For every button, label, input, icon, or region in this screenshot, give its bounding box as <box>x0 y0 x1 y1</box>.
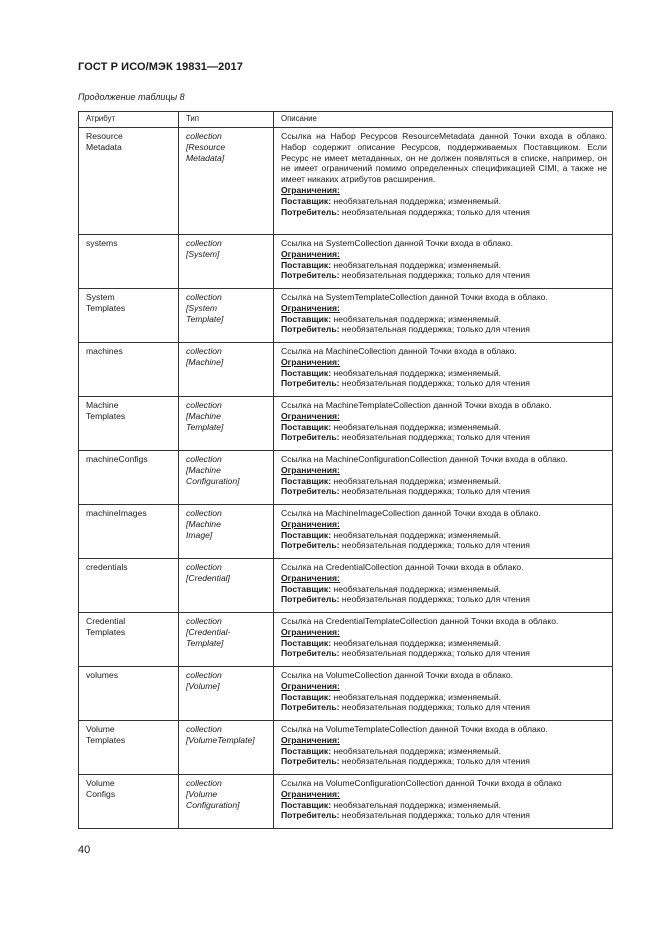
consumer-value: необязательная поддержка; только для чтения <box>339 324 530 335</box>
constraints-label: Ограничения: <box>281 626 340 637</box>
provider-label: Поставщик: <box>281 313 332 324</box>
attribute-description <box>274 505 613 559</box>
table-row <box>79 289 613 343</box>
consumer-constraint <box>281 324 607 335</box>
consumer-constraint <box>281 648 607 659</box>
consumer-label: Потребитель: <box>281 486 340 497</box>
consumer-label: Потребитель: <box>281 206 340 217</box>
consumer-label: Потребитель: <box>281 648 340 659</box>
attribute-description <box>274 775 613 829</box>
provider-value: необязательная поддержка; изменяемый. <box>331 745 502 756</box>
provider-constraint <box>281 196 607 207</box>
consumer-constraint <box>281 702 607 713</box>
consumer-constraint <box>281 756 607 767</box>
provider-value: необязательная поддержка; изменяемый. <box>331 259 502 270</box>
attribute-description <box>274 613 613 667</box>
constraints-label: Ограничения: <box>281 356 340 367</box>
attribute-type: collection [Machine Image] <box>179 505 274 559</box>
attribute-name: Resource Metadata <box>79 128 179 235</box>
provider-label: Поставщик: <box>281 529 332 540</box>
constraints-label: Ограничения: <box>281 680 340 691</box>
consumer-label: Потребитель: <box>281 594 340 605</box>
description-text: Ссылка на MachineCollection данной Точки входа в облако. <box>281 346 517 356</box>
table-row <box>79 343 613 397</box>
constraints-label: Ограничения: <box>281 302 340 313</box>
consumer-value: необязательная поддержка; только для чтения <box>339 270 530 281</box>
attribute-name: Machine Templates <box>79 397 179 451</box>
attribute-name: System Templates <box>79 289 179 343</box>
consumer-constraint <box>281 594 607 605</box>
consumer-constraint <box>281 432 607 443</box>
provider-label: Поставщик: <box>281 367 332 378</box>
column-header-type: Тип <box>179 112 274 128</box>
attribute-name: systems <box>79 235 179 289</box>
provider-value: необязательная поддержка; изменяемый. <box>331 475 502 486</box>
provider-label: Поставщик: <box>281 583 332 594</box>
attribute-type: collection [Credential] <box>179 559 274 613</box>
attribute-type: collection [Volume] <box>179 667 274 721</box>
column-header-attribute: Атрибут <box>79 112 179 128</box>
provider-constraint <box>281 260 607 271</box>
constraints-label: Ограничения: <box>281 788 340 799</box>
consumer-label: Потребитель: <box>281 810 340 821</box>
provider-constraint <box>281 476 607 487</box>
table-row <box>79 397 613 451</box>
provider-constraint <box>281 422 607 433</box>
provider-constraint <box>281 746 607 757</box>
provider-constraint <box>281 314 607 325</box>
attribute-type: collection [System Template] <box>179 289 274 343</box>
description-text: Ссылка на MachineConfigurationCollection данной Точки входа в облако. <box>281 454 568 464</box>
table-row <box>79 235 613 289</box>
consumer-constraint <box>281 486 607 497</box>
attribute-name: volumes <box>79 667 179 721</box>
attribute-description <box>274 667 613 721</box>
provider-constraint <box>281 584 607 595</box>
constraints-label: Ограничения: <box>281 248 340 259</box>
attribute-name: machineConfigs <box>79 451 179 505</box>
provider-value: необязательная поддержка; изменяемый. <box>331 195 502 206</box>
attribute-description <box>274 451 613 505</box>
consumer-value: необязательная поддержка; только для чтения <box>339 594 530 605</box>
attributes-table <box>78 111 613 829</box>
description-text: Ссылка на CredentialCollection данной Точки входа в облако. <box>281 562 524 572</box>
consumer-label: Потребитель: <box>281 378 340 389</box>
constraints-label: Ограничения: <box>281 464 340 475</box>
attribute-type: collection [VolumeTemplate] <box>179 721 274 775</box>
provider-value: необязательная поддержка; изменяемый. <box>331 529 502 540</box>
consumer-value: необязательная поддержка; только для чтения <box>339 486 530 497</box>
provider-label: Поставщик: <box>281 745 332 756</box>
table-row <box>79 667 613 721</box>
consumer-value: необязательная поддержка; только для чтения <box>339 206 530 217</box>
consumer-label: Потребитель: <box>281 702 340 713</box>
column-header-description: Описание <box>274 112 613 128</box>
provider-label: Поставщик: <box>281 421 332 432</box>
provider-value: необязательная поддержка; изменяемый. <box>331 313 502 324</box>
constraints-label: Ограничения: <box>281 518 340 529</box>
provider-value: необязательная поддержка; изменяемый. <box>331 637 502 648</box>
provider-value: необязательная поддержка; изменяемый. <box>331 691 502 702</box>
provider-label: Поставщик: <box>281 475 332 486</box>
attribute-type: collection [System] <box>179 235 274 289</box>
description-text: Ссылка на VolumeCollection данной Точки входа в облако. <box>281 670 513 680</box>
attribute-type: collection [Machine Template] <box>179 397 274 451</box>
consumer-value: необязательная поддержка; только для чтения <box>339 756 530 767</box>
attribute-type: collection [Resource Metadata] <box>179 128 274 235</box>
consumer-value: необязательная поддержка; только для чтения <box>339 810 530 821</box>
constraints-label: Ограничения: <box>281 184 340 195</box>
attribute-name: credentials <box>79 559 179 613</box>
table-row <box>79 451 613 505</box>
table-row <box>79 721 613 775</box>
constraints-label: Ограничения: <box>281 410 340 421</box>
consumer-label: Потребитель: <box>281 540 340 551</box>
provider-label: Поставщик: <box>281 799 332 810</box>
consumer-label: Потребитель: <box>281 324 340 335</box>
provider-constraint <box>281 368 607 379</box>
attribute-description <box>274 289 613 343</box>
table-row <box>79 505 613 559</box>
attribute-name: Volume Templates <box>79 721 179 775</box>
consumer-value: необязательная поддержка; только для чтения <box>339 378 530 389</box>
description-text: Ссылка на MachineImageCollection данной Точки входа в облако. <box>281 508 541 518</box>
consumer-constraint <box>281 270 607 281</box>
table-row <box>79 559 613 613</box>
provider-constraint <box>281 530 607 541</box>
consumer-constraint <box>281 378 607 389</box>
attribute-name: machineImages <box>79 505 179 559</box>
consumer-label: Потребитель: <box>281 270 340 281</box>
attribute-description <box>274 397 613 451</box>
attribute-description <box>274 343 613 397</box>
provider-label: Поставщик: <box>281 259 332 270</box>
page-number: 40 <box>78 844 91 856</box>
table-row <box>79 775 613 829</box>
consumer-label: Потребитель: <box>281 756 340 767</box>
description-text: Ссылка на Набор Ресурсов ResourceMetadata данной Точки входа в облако. Набор содержит описание Ресурсов, поддерживаемых Поставщиком. Если Ресурс не имеет метаданных, он не должен появляться в списке, например, он не имеет ограничений помимо определенных спецификацией CIMI, а также не имеет никаких атрибутов расширения. <box>281 131 607 185</box>
table-header-row <box>79 112 613 128</box>
attribute-type: collection [Machine Configuration] <box>179 451 274 505</box>
provider-value: необязательная поддержка; изменяемый. <box>331 367 502 378</box>
attribute-type: collection [Credential- Template] <box>179 613 274 667</box>
table-continuation-caption: Продолжение таблицы 8 <box>78 92 185 102</box>
provider-label: Поставщик: <box>281 195 332 206</box>
attribute-type: collection [Machine] <box>179 343 274 397</box>
attribute-description <box>274 235 613 289</box>
document-title: ГОСТ Р ИСО/МЭК 19831—2017 <box>78 61 243 73</box>
consumer-value: необязательная поддержка; только для чтения <box>339 648 530 659</box>
attribute-description <box>274 559 613 613</box>
description-text: Ссылка на VolumeConfigurationCollection данной Точки входа в облако <box>281 778 562 788</box>
attribute-description <box>274 128 613 235</box>
consumer-constraint <box>281 207 607 218</box>
consumer-value: необязательная поддержка; только для чтения <box>339 702 530 713</box>
consumer-value: необязательная поддержка; только для чтения <box>339 432 530 443</box>
consumer-constraint <box>281 540 607 551</box>
description-text: Ссылка на MachineTemplateCollection данной Точки входа в облако. <box>281 400 552 410</box>
description-text: Ссылка на SystemTemplateCollection данной Точки входа в облако. <box>281 292 548 302</box>
provider-label: Поставщик: <box>281 691 332 702</box>
consumer-constraint <box>281 810 607 821</box>
constraints-label: Ограничения: <box>281 734 340 745</box>
provider-constraint <box>281 692 607 703</box>
table-row <box>79 128 613 235</box>
provider-label: Поставщик: <box>281 637 332 648</box>
attribute-name: Volume Configs <box>79 775 179 829</box>
provider-constraint <box>281 638 607 649</box>
attribute-type: collection [Volume Configuration] <box>179 775 274 829</box>
provider-value: необязательная поддержка; изменяемый. <box>331 799 502 810</box>
attribute-name: machines <box>79 343 179 397</box>
description-text: Ссылка на VolumeTemplateCollection данной Точки входа в облако. <box>281 724 548 734</box>
provider-value: необязательная поддержка; изменяемый. <box>331 583 502 594</box>
attribute-name: Credential Templates <box>79 613 179 667</box>
provider-value: необязательная поддержка; изменяемый. <box>331 421 502 432</box>
attribute-description <box>274 721 613 775</box>
table-row <box>79 613 613 667</box>
provider-constraint <box>281 800 607 811</box>
constraints-label: Ограничения: <box>281 572 340 583</box>
description-text: Ссылка на CredentialTemplateCollection данной Точки входа в облако. <box>281 616 559 626</box>
description-text: Ссылка на SystemCollection данной Точки входа в облако. <box>281 238 513 248</box>
consumer-value: необязательная поддержка; только для чтения <box>339 540 530 551</box>
consumer-label: Потребитель: <box>281 432 340 443</box>
